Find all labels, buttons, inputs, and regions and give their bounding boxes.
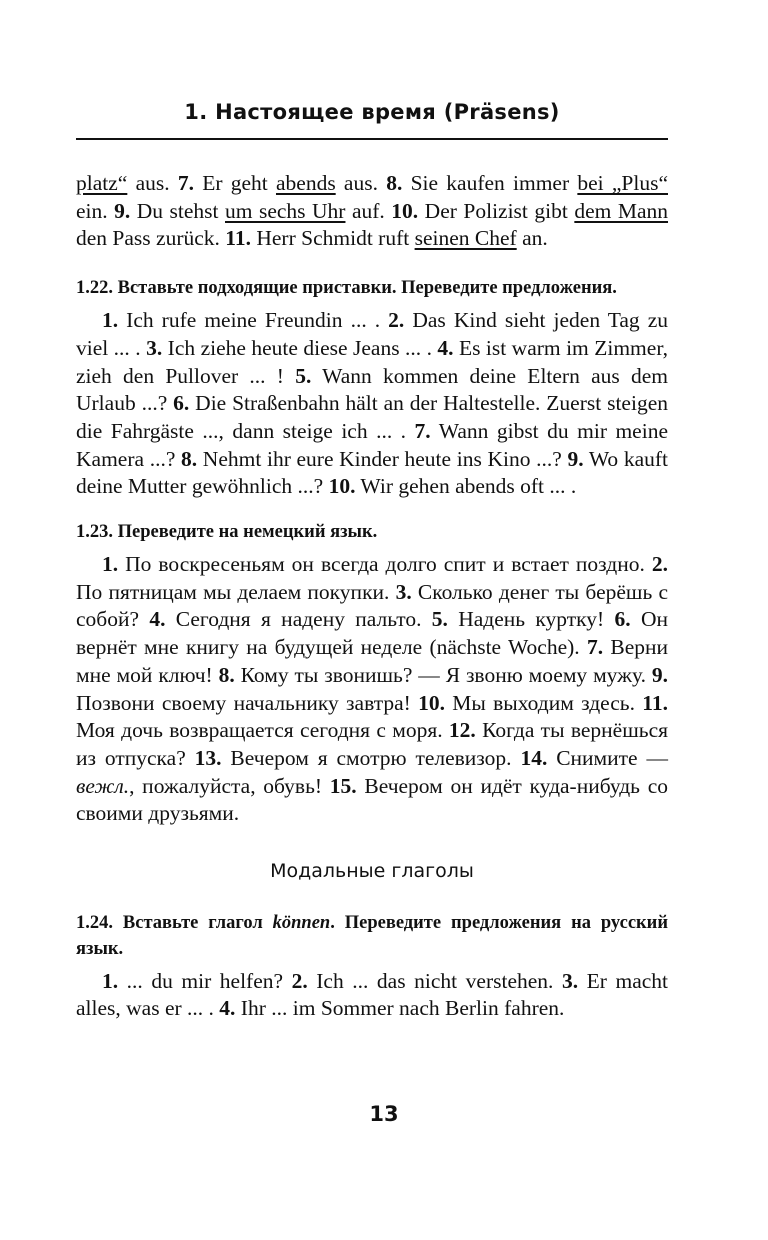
exercise-text-1-23: 1. По воскресеньям он всегда долго спит и встает поздно. 2. По пятницам мы делаем покупки. 3. Сколько денег ты берёшь с собой? 4. Сегодня я надену пальто. 5. Надень куртку! 6. Он вернёт мне книгу на будущей неделе (nächste Woche). 7. Верни мне мой ключ! 8. Кому ты звонишь? — Я звоню моему мужу. 9. Позвони своему начальнику завтра! 10. Мы выходим здесь. 11. Моя дочь возвращается сегодня с моря. 12. Когда ты вернёшься из отпуска? 13. Вечером я смотрю телевизор. 14. Снимите — вежл., пожалуйста, обувь! 15. Вечером он идёт куда-нибудь со своими друзьями. xyxy=(76,552,669,826)
running-head: 1. Настоящее время (Präsens) xyxy=(184,100,560,124)
exercise-text-1-22: 1. Ich rufe meine Freundin ... . 2. Das Kind sieht jeden Tag zu viel ... . 3. Ich ziehe heute diese Jeans ... . 4. Es ist warm im Zimmer, zieh den Pullover ... ! 5. Wann kommen deine Eltern aus dem Urlaub ...? 6. Die Straßenbahn hält an der Haltestelle. Zuerst steigen die Fahrgäste ..., dann steige ich ... . 7. Wann gibst du mir meine Kamera ...? 8. Nehmt ihr eure Kinder heute ins Kino ...? 9. Wo kauft deine Mutter gewöhnlich ...? 10. Wir gehen abends oft ... . xyxy=(76,308,669,499)
header-rule xyxy=(76,138,668,140)
exercise-heading-1-22: 1.22. Вставьте подходящие приставки. Переведите предложения. xyxy=(76,278,617,299)
exercise-heading-1-24: 1.24. Вставьте глагол können. Переведите предложения на русский язык. xyxy=(76,912,669,959)
page-number: 13 xyxy=(369,1102,399,1126)
exercise-text-1-24: 1. ... du mir helfen? 2. Ich ... das nicht verstehen. 3. Er macht alles, was er ... . 4. Ihr ... im Sommer nach Berlin fahren. xyxy=(76,968,669,1021)
section-title: Модальные глаголы xyxy=(270,860,474,883)
paragraph-continuation: platz“ aus. 7. Er geht abends aus. 8. Sie kaufen immer bei „Plus“ ein. 9. Du stehst um sechs Uhr auf. 10. Der Polizist gibt dem Mann den Pass zurück. 11. Herr Schmidt ruft seinen Chef an. xyxy=(76,171,669,251)
page-body xyxy=(76,170,668,1023)
exercise-heading-1-23: 1.23. Переведите на немецкий язык. xyxy=(76,522,378,543)
